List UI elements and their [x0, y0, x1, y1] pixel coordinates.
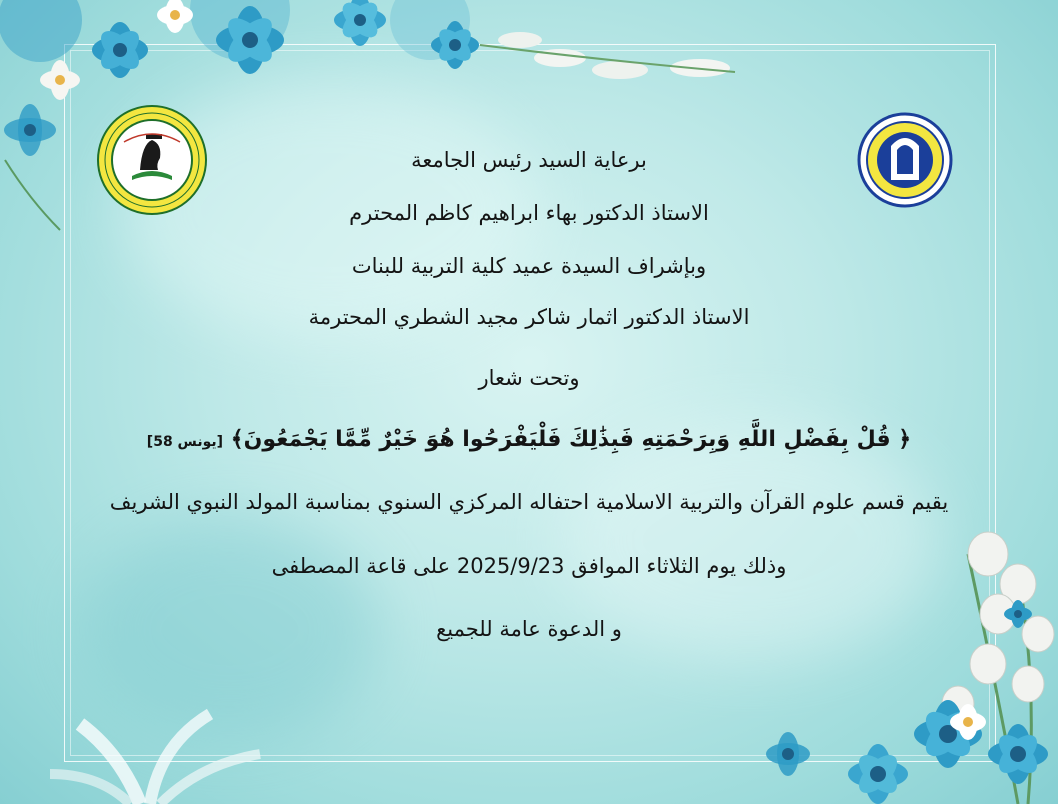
slogan-intro: وتحت شعار: [478, 366, 580, 390]
president-name: الاستاذ الدكتور بهاء ابراهيم كاظم المحترم: [349, 201, 709, 225]
verse-text: ﴿ قُلْ بِفَضْلِ اللَّهِ وَبِرَحْمَتِهِ فَبِذَٰلِكَ فَلْيَفْرَحُوا هُوَ خَيْرٌ مِّمَّا يَجْمَعُونَ﴾: [230, 427, 912, 452]
bottom-left-flower: [40, 694, 300, 804]
event-description: يقيم قسم علوم القرآن والتربية الاسلامية احتفاله المركزي السنوي بمناسبة المولد النبوي الشريف: [109, 490, 949, 514]
quran-verse: [60, 427, 998, 452]
verse-reference: [يونس 58]: [146, 434, 224, 450]
open-invitation: و الدعوة عامة للجميع: [436, 617, 622, 641]
patronage-line: برعاية السيد رئيس الجامعة: [411, 148, 647, 172]
dean-name: الاستاذ الدكتور اثمار شاكر مجيد الشطري المحترمة: [308, 305, 750, 329]
supervision-line: وبإشراف السيدة عميد كلية التربية للبنات: [351, 254, 707, 278]
event-date-venue: وذلك يوم الثلاثاء الموافق 2025/9/23 على قاعة المصطفى: [271, 554, 787, 578]
